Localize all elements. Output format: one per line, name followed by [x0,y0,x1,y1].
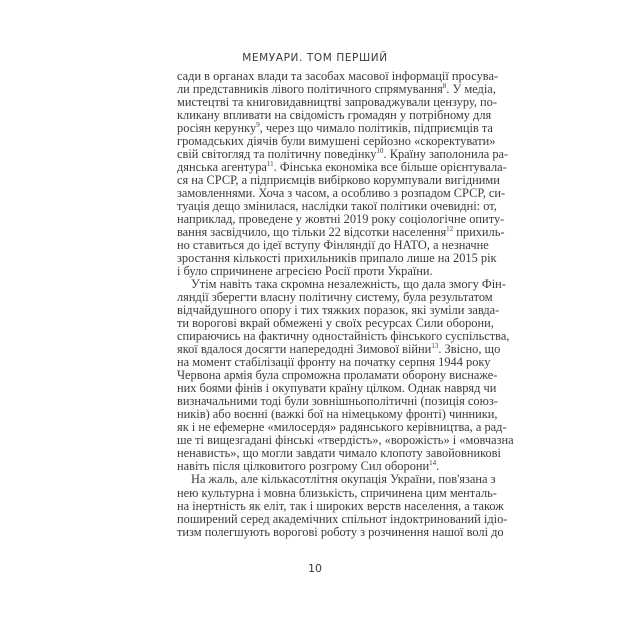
footnote-marker: 14 [429,459,437,468]
text-line: якої вдалося досягти напередодні Зимової війни$^{13}$. Звісно, що [177,342,501,357]
text-line: ти ворогові вкрай обмежені у своїх ресурсах Сили оборони, [177,316,494,331]
text-line: свій світогляд та політичну поведінку$^{10}$. Країну заполонила ра- [177,147,509,162]
text-line: зростання кількості прихильників припало лише на 2015 рік [177,251,497,266]
text-line: тизм полегшують ворогові роботу з розчинення нашої волі до [177,524,504,539]
footnote-marker: 11 [266,160,274,169]
text-line: громадських діячів були вимушені серйозно «скоректувати» [177,134,496,149]
text-line: ників) або воєнні (важкі бої на німецькому фронті) чинники, [177,407,498,422]
text-line: поширений серед академічних спільнот індоктринований ідіо- [177,511,508,526]
text-line: росіян керунку$^9$, через що чимало політиків, підприємців та [177,121,493,136]
text-line: вання засвідчило, що тільки 22 відсотки населення$^{12}$ прихиль- [177,225,505,240]
text-line: ненависть», що могли завдати чимало клопоту завойовникові [177,446,501,461]
text-line: дянська агентура$^{11}$. Фінська економіка все більше орієнтувала- [177,160,507,175]
footnote-marker: 9 [256,121,260,130]
page-number: 10 [308,562,322,575]
text-line: ляндії зберегти власну політичну систему, була результатом [177,290,493,305]
text-line: і було спричинене агресією Росії проти України. [177,264,433,279]
text-line: Утім навіть така скромна незалежність, що дала змогу Фін- [191,277,506,292]
text-line: ся на СРСР, а підприємців вибірково корумпували вигідними [177,173,500,188]
text-line: нею культурна і мовна близькість, спричинена цим менталь- [177,485,497,500]
text-line: туація дещо змінилася, наслідки такої політики очевидні: от, [177,199,497,214]
text-line: відчайдушного опору і тих тяжких поразок, які зуміли завда- [177,303,500,318]
text-line: них боями фінів і окупувати країну цілком. Однак навряд чи [177,381,497,396]
text-line: на інертність як еліт, так і широких верств населення, а також [177,498,504,513]
text-line: навіть після цілковитого розгрому Сил оборони$^{14}$. [177,459,440,474]
text-line: визначальними тоді були зовнішньополітичні (позиція союз- [177,394,498,409]
text-line: но ставиться до ідеї вступу Фінляндії до НАТО, а незначне [177,238,489,253]
text-line: кликану впливати на свідомість громадян у потрібному для [177,108,492,123]
text-line: на момент стабілізації фронту на початку серпня 1944 року [177,355,491,370]
footnote-marker: 10 [376,147,384,156]
text-line: сади в органах влади та засобах масової інформації просува- [177,69,499,83]
footnote-marker: 12 [446,225,454,234]
footnote-marker: 8 [442,82,447,91]
text-line: наприклад, проведене у жовтні 2019 року соціологічне опиту- [177,212,505,227]
text-line: ли представників лівого політичного спрямування$^8$. У медіа, [177,82,496,97]
text-line: спираючись на фактичну одностайність фінського суспільства, [177,329,510,344]
text-line: На жаль, але кількасотлітня окупація України, пов'язана з [191,472,496,487]
text-line: Червона армія була спроможна проламати оборону виснаже- [177,368,498,383]
running-head: МЕМУАРИ. ТОМ ПЕРШИЙ [242,52,388,64]
text-line: замовленнями. Хоча з часом, а особливо з розпадом СРСР, си- [177,186,506,201]
text-line: як і не ефемерне «милосердя» радянського керівництва, а рад- [177,420,507,435]
footnote-marker: 13 [431,342,439,351]
text-line: ше ті вищезгадані фінські «твердість», «ворожість» і «мовчазна [177,433,514,448]
body-text [177,69,514,539]
text-line: мистецтві та книговидавництві запроваджували цензуру, по- [177,95,498,110]
